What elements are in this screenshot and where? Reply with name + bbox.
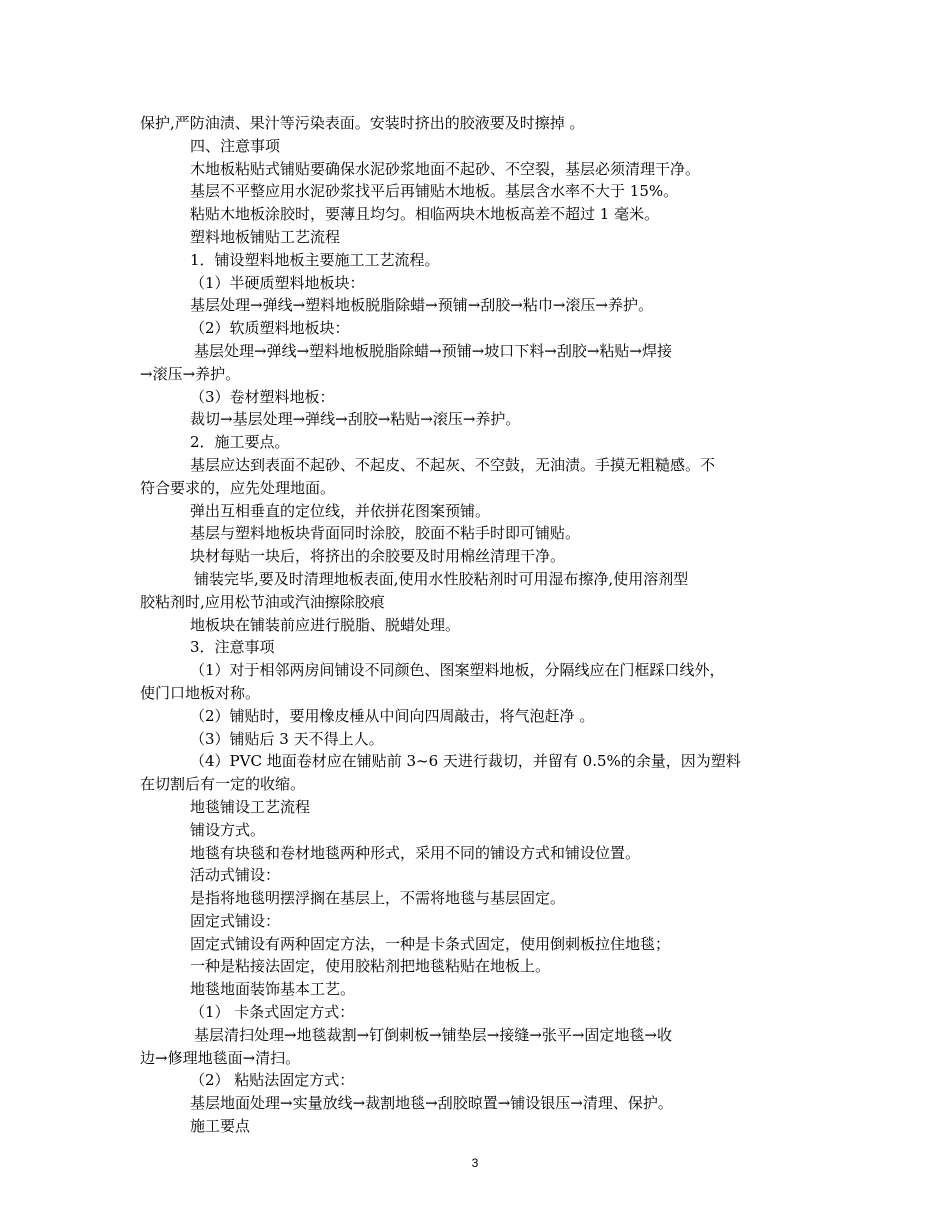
text-line: 地毯有块毯和卷材地毯两种形式，采用不同的铺设方式和铺设位置。	[190, 843, 641, 862]
text-line: （4）PVC 地面卷材应在铺贴前 3~6 天进行裁切，并留有 0.5%的余量，因为塑料	[190, 752, 741, 771]
text-line: 地毯铺设工艺流程	[190, 797, 311, 816]
text-line: 块材每贴一块后，将挤出的余胶要及时用棉丝清理干净。	[190, 547, 566, 566]
text-line: 铺装完毕,要及时清理地板表面,使用水性胶粘剂时可用湿布擦净,使用溶剂型	[194, 569, 689, 588]
text-line: 四、注意事项	[190, 136, 281, 155]
text-line: （3）铺贴后 3 天不得上人。	[190, 729, 384, 748]
text-line: 施工要点	[190, 1117, 251, 1136]
text-line: 2．施工要点。	[190, 433, 290, 452]
text-line: 基层不平整应用水泥砂浆找平后再铺贴木地板。基层含水率不大于 15%。	[190, 182, 679, 201]
text-line: （3）卷材塑料地板：	[190, 387, 335, 406]
text-line: 使门口地板对称。	[140, 683, 261, 702]
text-line: 活动式铺设：	[190, 866, 281, 885]
text-line: （1） 卡条式固定方式：	[190, 1003, 355, 1022]
text-line: 基层地面处理→实量放线→裁割地毯→刮胶晾置→铺设银压→清理、保护。	[190, 1094, 673, 1113]
text-line: 塑料地板铺贴工艺流程	[190, 227, 341, 246]
text-line: 地板块在铺装前应进行脱脂、脱蜡处理。	[190, 615, 461, 634]
text-line: （1）半硬质塑料地板块：	[190, 273, 365, 292]
text-line: 保护,严防油渍、果汁等污染表面。安装时挤出的胶液要及时擦掉 。	[140, 114, 585, 132]
text-line: 铺设方式。	[190, 820, 266, 839]
text-line: 基层处理→弹线→塑料地板脱脂除蜡→预铺→坡口下料→刮胶→粘贴→焊接	[194, 341, 672, 360]
text-line: 符合要求的，应先处理地面。	[140, 478, 336, 497]
text-line: 边→修理地毯面→清扫。	[140, 1048, 301, 1067]
document-body	[140, 112, 815, 1138]
text-line: （2）软质塑料地板块：	[190, 319, 350, 338]
text-line: →滚压→养护。	[140, 364, 241, 383]
text-line: 粘贴木地板涂胶时，要薄且均匀。相临两块木地板高差不超过 1 毫米。	[190, 205, 660, 224]
text-line: 基层处理→弹线→塑料地板脱脂除蜡→预铺→刮胶→粘巾→滚压→养护。	[190, 296, 653, 315]
text-line: 是指将地毯明摆浮搁在基层上，不需将地毯与基层固定。	[190, 889, 566, 908]
text-line: 固定式铺设：	[190, 911, 281, 930]
text-line: 木地板粘贴式铺贴要确保水泥砂浆地面不起砂、不空裂，基层必须清理干净。	[190, 159, 701, 178]
text-line: 弹出互相垂直的定位线，并依拼花图案预铺。	[190, 501, 491, 520]
text-line: 基层清扫处理→地毯裁割→钉倒刺板→铺垫层→接缝→张平→固定地毯→收	[194, 1025, 672, 1044]
text-line: 一种是粘接法固定，使用胶粘剂把地毯粘贴在地板上。	[190, 957, 551, 976]
text-line: 3．注意事项	[190, 638, 275, 657]
text-line: 基层应达到表面不起砂、不起皮、不起灰、不空鼓，无油渍。手摸无粗糙感。不	[190, 455, 716, 474]
text-line: 地毯地面装饰基本工艺。	[190, 980, 356, 999]
text-line: 胶粘剂时,应用松节油或汽油擦除胶痕	[140, 592, 385, 611]
text-line: 固定式铺设有两种固定方法，一种是卡条式固定，使用倒刺板拉住地毯；	[190, 934, 671, 953]
text-line: 1．铺设塑料地板主要施工工艺流程。	[190, 250, 440, 269]
text-line: 基层与塑料地板块背面同时涂胶，胶面不粘手时即可铺贴。	[190, 524, 581, 543]
text-line: （2）铺贴时，要用橡皮棰从中间向四周敲击，将气泡赶净 。	[190, 706, 595, 725]
text-line: （2） 粘贴法固定方式：	[190, 1071, 355, 1090]
text-line: 在切割后有一定的收缩。	[140, 775, 306, 794]
text-line: （1）对于相邻两房间铺设不同颜色、图案塑料地板，分隔线应在门框踩口线外，	[190, 661, 725, 680]
page-number: 3	[471, 1156, 479, 1170]
text-line: 裁切→基层处理→弹线→刮胶→粘贴→滚压→养护。	[190, 410, 521, 429]
